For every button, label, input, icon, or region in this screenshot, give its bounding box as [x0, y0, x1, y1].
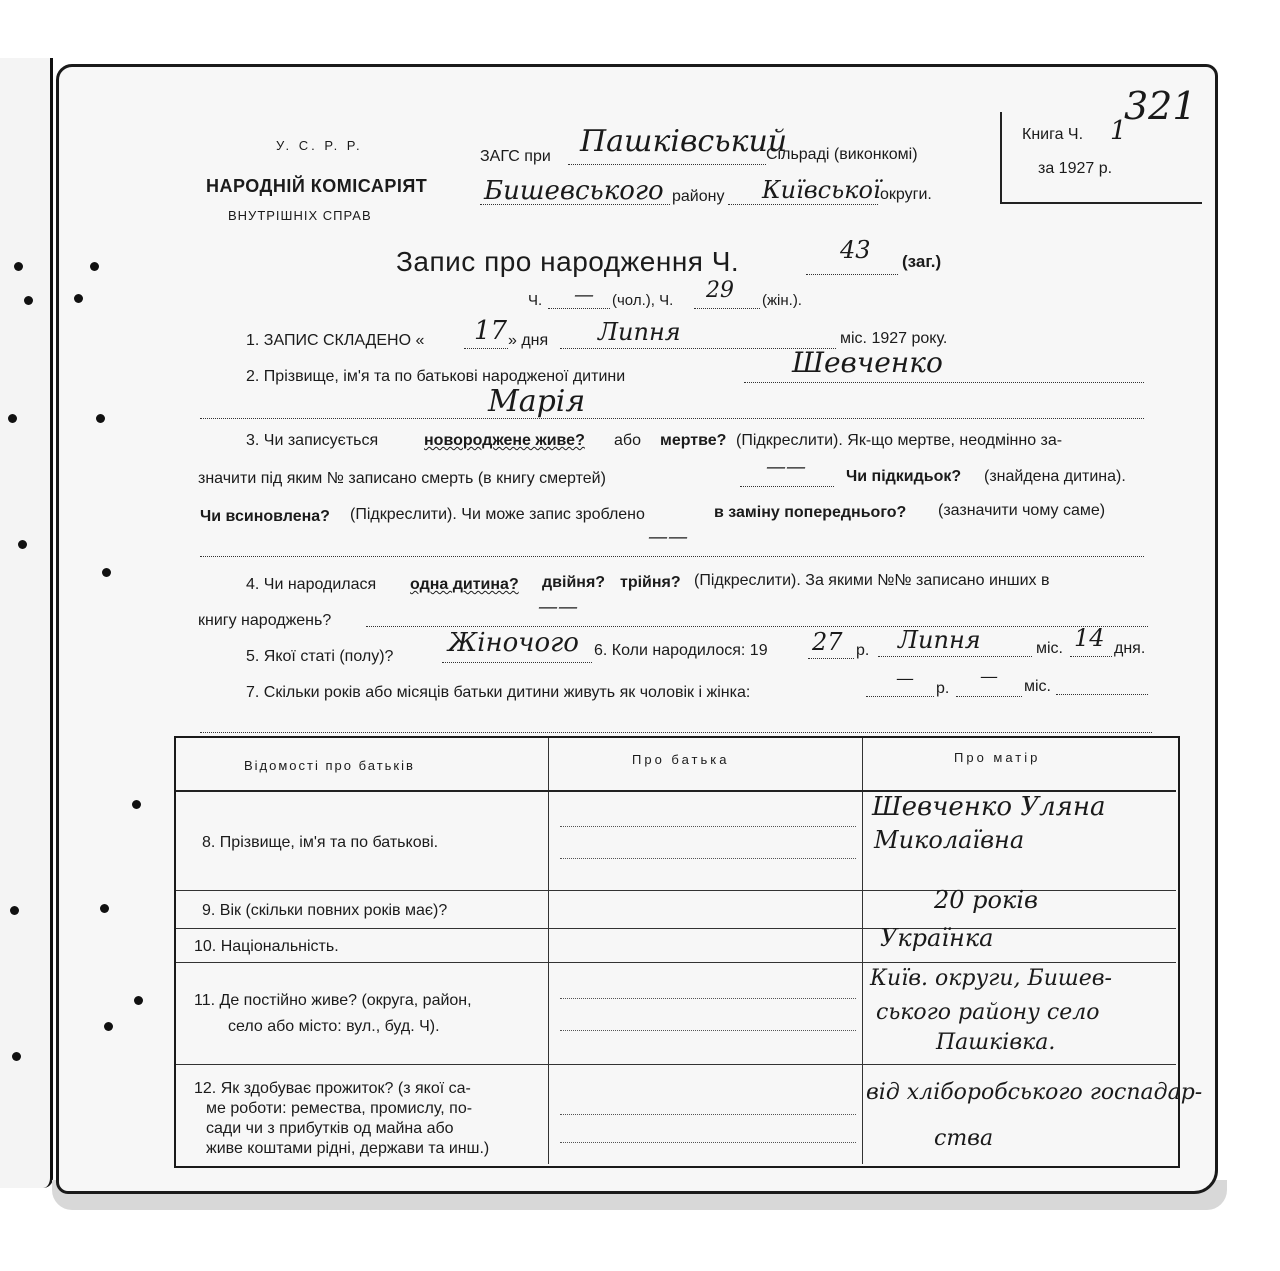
- mother-nationality-handwritten: Українка: [880, 924, 994, 952]
- father-entry-line: [560, 1030, 856, 1031]
- okrug-field-line: [728, 204, 878, 205]
- field2-line-2: [200, 418, 1144, 419]
- field1-month-handwritten: Липня: [598, 318, 681, 346]
- district-handwritten: Бишевського: [484, 176, 664, 206]
- binding-hole: [18, 540, 27, 549]
- field4-handwritten: ——: [538, 594, 578, 618]
- field7-years-handwritten: —: [896, 668, 914, 689]
- male-line: [548, 308, 610, 309]
- field1-day-line: [464, 348, 508, 349]
- internal-affairs-label: ВНУТРІШНІХ СПРАВ: [228, 208, 372, 223]
- option-single-child: одна дитина?: [410, 576, 519, 593]
- binding-hole: [12, 1052, 21, 1061]
- binding-hole: [10, 906, 19, 915]
- field7-years-line: [866, 696, 934, 697]
- ussr-label: У. С. Р. Р.: [276, 138, 363, 153]
- female-line: [694, 308, 760, 309]
- binding-hole: [14, 262, 23, 271]
- field5-label: 5. Якої статі (полу)?: [246, 648, 394, 665]
- option-dead: мертве?: [660, 432, 727, 449]
- village-field-line: [568, 164, 766, 165]
- field7-months-handwritten: —: [980, 666, 998, 687]
- field1-suffix: міс. 1927 року.: [840, 330, 948, 347]
- binding-hole: [96, 414, 105, 423]
- mother-address-handwritten-2: ського району село: [876, 1000, 1100, 1025]
- row12-label-4: живе коштами рідні, держави та инш.): [206, 1140, 490, 1157]
- book-number-handwritten: 1: [1110, 116, 1127, 146]
- field4-line: [366, 626, 1148, 627]
- row8-label: 8. Прізвище, ім'я та по батькові.: [202, 834, 439, 851]
- field7-months-line: [956, 696, 1022, 697]
- father-entry-line: [560, 998, 856, 999]
- male-count-handwritten: —: [574, 282, 594, 306]
- binding-hole: [90, 262, 99, 271]
- village-handwritten: Пашківський: [580, 124, 788, 159]
- father-entry-line: [560, 826, 856, 827]
- child-name-handwritten: Марія: [488, 384, 586, 419]
- binding-hole: [24, 296, 33, 305]
- death-record-handwritten: ——: [766, 454, 806, 478]
- field1-label: 1. ЗАПИС СКЛАДЕНО «: [246, 332, 425, 349]
- record-number-line: [806, 274, 898, 275]
- table-row-divider: [176, 928, 1176, 929]
- field6-dnia: дня.: [1114, 640, 1146, 657]
- record-total-label: (заг.): [902, 252, 942, 271]
- binding-hole: [100, 904, 109, 913]
- field7-mis: міс.: [1024, 678, 1051, 695]
- field6-year-line: [808, 658, 854, 659]
- col-header-mother: Про матір: [954, 750, 1041, 765]
- field6-mis: міс.: [1036, 640, 1063, 657]
- table-row-divider: [176, 1064, 1176, 1065]
- field7-label: 7. Скільки років або місяців батьки дитини живуть як чоловік і жінка:: [246, 684, 751, 701]
- binding-hole: [104, 1022, 113, 1031]
- commissariat-title: НАРОДНІЙ КОМІСАРІЯТ: [206, 176, 428, 196]
- field7-tail-line: [1056, 694, 1148, 695]
- field1-day-handwritten: 17: [474, 316, 508, 346]
- table-col-divider: [862, 738, 863, 1164]
- field3-line2-a: значити під яким № записано смерть (в книгу смертей): [198, 470, 606, 487]
- field3-line2-c: (знайдена дитина).: [984, 468, 1126, 485]
- binding-hole: [8, 414, 17, 423]
- option-replacement: в заміну попереднього?: [714, 504, 907, 521]
- option-triplets: трійня?: [620, 574, 681, 591]
- field6-label: 6. Коли народилося: 19: [594, 642, 768, 659]
- field7-line-2: [200, 732, 1152, 733]
- male-label: (чол.), Ч.: [612, 292, 674, 309]
- field2-label: 2. Прізвище, ім'я та по батькові народженої дитини: [246, 368, 626, 385]
- field3-line4: [200, 556, 1144, 557]
- row12-label-2: ме роботи: ремества, промислу, по-: [206, 1100, 473, 1117]
- birth-month-handwritten: Липня: [898, 626, 981, 654]
- binding-hole: [134, 996, 143, 1005]
- field6-day-line: [1070, 656, 1112, 657]
- row9-label: 9. Вік (скільки повних років має)?: [202, 902, 448, 919]
- table-col-divider: [548, 738, 549, 1164]
- binding-hole: [102, 568, 111, 577]
- field1-mid: » дня: [508, 332, 549, 349]
- row12-label-1: 12. Як здобуває прожиток? (з якої са-: [194, 1080, 471, 1097]
- binding-hole: [132, 800, 141, 809]
- col-header-father: Про батька: [632, 752, 730, 767]
- field3-line1-a: 3. Чи записується: [246, 432, 379, 449]
- row12-label-3: сади чи з прибутків од майна або: [206, 1120, 454, 1137]
- col-header-info: Відомості про батьків: [244, 758, 415, 773]
- option-foundling: Чи підкидьок?: [846, 468, 962, 485]
- row11-label-1: 11. Де постійно живе? (округа, район,: [194, 992, 472, 1009]
- field3-line3-d: (зазначити чому саме): [938, 502, 1106, 519]
- field6-month-line: [878, 656, 1032, 657]
- previous-page-edge: [0, 58, 53, 1188]
- okrug-handwritten: Київської: [762, 176, 881, 204]
- father-entry-line: [560, 1114, 856, 1115]
- mother-address-handwritten-1: Київ. округи, Бишев-: [870, 966, 1112, 991]
- table-row-divider: [176, 962, 1176, 963]
- field3-line1-e: (Підкреслити). Як-що мертве, неодмінно за-: [736, 432, 1063, 449]
- child-surname-handwritten: Шевченко: [792, 346, 943, 379]
- option-adopted: Чи всиновлена?: [200, 508, 330, 525]
- field4-line1-a: 4. Чи народилася: [246, 576, 377, 593]
- book-label: Книга Ч.: [1022, 126, 1084, 143]
- zags-suffix: Сільраді (виконкомі): [766, 146, 918, 163]
- binding-hole: [74, 294, 83, 303]
- field3-reason-handwritten: ——: [648, 524, 688, 548]
- field3-line1-c: або: [614, 432, 641, 449]
- field3-line3-b: (Підкреслити). Чи може запис зроблено: [350, 506, 645, 523]
- father-entry-line: [560, 1142, 856, 1143]
- birth-day-handwritten: 14: [1074, 624, 1105, 652]
- field4-line2: книгу народжень?: [198, 612, 332, 629]
- row11-label-2: село або місто: вул., буд. Ч).: [228, 1018, 440, 1035]
- female-count-handwritten: 29: [706, 278, 734, 303]
- mother-occupation-handwritten-2: ства: [934, 1126, 994, 1151]
- record-number-handwritten: 43: [840, 236, 871, 264]
- field6-r: р.: [856, 642, 870, 659]
- field5-line: [442, 662, 592, 663]
- row10-label: 10. Національність.: [194, 938, 339, 955]
- death-record-line: [740, 486, 834, 487]
- record-stamp-number: 321: [1124, 84, 1197, 128]
- birth-year-handwritten: 27: [812, 628, 843, 656]
- record-title: Запис про народження Ч.: [396, 246, 740, 277]
- okrug-label: округи.: [880, 186, 932, 203]
- zags-prefix: ЗАГС при: [480, 148, 551, 165]
- mother-patronymic-handwritten: Миколаївна: [874, 826, 1025, 854]
- male-prefix: Ч.: [528, 292, 543, 309]
- option-twins: двійня?: [542, 574, 606, 591]
- female-label: (жін.).: [762, 292, 802, 309]
- district-label: району: [672, 188, 725, 205]
- field4-line1-e: (Підкреслити). За якими №№ записано инших в: [694, 572, 1050, 589]
- mother-age-handwritten: 20 років: [934, 886, 1038, 914]
- field7-r: р.: [936, 680, 950, 697]
- mother-address-handwritten-3: Пашківка.: [936, 1030, 1056, 1055]
- father-entry-line: [560, 858, 856, 859]
- field2-line: [744, 382, 1144, 383]
- option-newborn-alive: новороджене живе?: [424, 432, 585, 449]
- mother-fullname-handwritten: Шевченко Уляна: [872, 792, 1106, 822]
- mother-occupation-handwritten-1: від хліборобського госпадар-: [866, 1080, 1203, 1105]
- book-year: за 1927 р.: [1038, 160, 1113, 177]
- child-sex-handwritten: Жіночого: [448, 628, 579, 658]
